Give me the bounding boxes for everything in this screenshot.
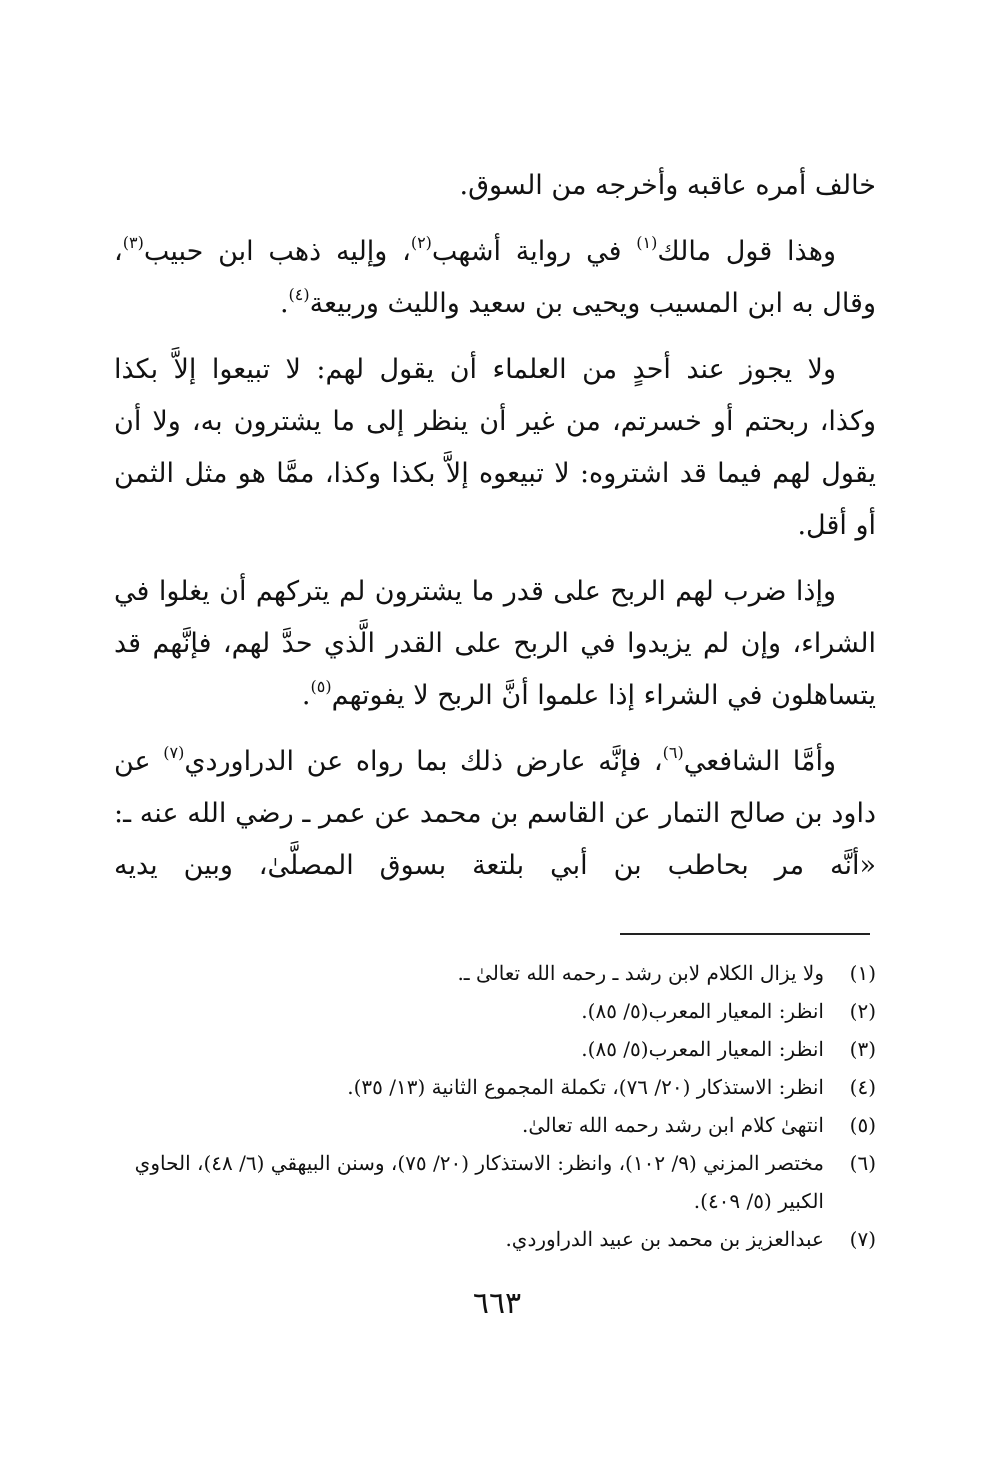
footnote-3 — [106, 1030, 876, 1068]
text-segment: في رواية أشهب — [431, 236, 637, 267]
footnote-text: انظر: الاستذكار (٢٠/ ٧٦)، تكملة المجموع الثانية (١٣/ ٣٥). — [347, 1075, 824, 1099]
text-line: داود بن صالح التمار عن القاسم بن محمد عن عمر ـ رضي الله عنه ـ: — [114, 798, 876, 829]
footnote-ref: (٦) — [662, 743, 684, 762]
paragraph-2 — [114, 226, 876, 330]
footnotes — [106, 954, 876, 1258]
paragraph-1 — [114, 160, 876, 212]
text-segment: ، — [114, 236, 123, 267]
footnote-number: (٤) — [849, 1075, 876, 1099]
footnote-text: انظر: المعيار المعرب(٥/ ٨٥). — [581, 999, 824, 1023]
page-number: ٦٦٣ — [472, 1286, 522, 1321]
footnote-ref: (٣) — [122, 233, 144, 252]
text-line: وإذا ضرب لهم الربح على قدر ما يشترون لم يتركهم أن يغلوا في — [114, 576, 836, 607]
text-segment: ، وإليه ذهب ابن حبيب — [143, 236, 411, 267]
footnote-number: (٥) — [849, 1113, 876, 1137]
text-line — [114, 670, 876, 722]
footnote-text: مختصر المزني (٩/ ١٠٢)، وانظر: الاستذكار (٢٠/ ٧٥)، وسنن البيهقي (٦/ ٤٨)، الحاوي الكبير (٥/ ٤٠٩). — [134, 1151, 824, 1213]
footnote-number: (٧) — [849, 1227, 876, 1251]
footnote-ref: (٧) — [163, 743, 185, 762]
text-line: يقول لهم فيما قد اشتروه: لا تبيعوه إلاَّ بكذا وكذا، ممَّا هو مثل الثمن — [114, 458, 876, 489]
footnote-ref: (٥) — [310, 677, 332, 696]
text-segment: ، فإنَّه عارض ذلك بما رواه عن الدراوردي — [184, 746, 663, 777]
text-line — [114, 278, 876, 330]
text-segment: وهذا قول مالك — [657, 236, 836, 267]
footnote-2 — [106, 992, 876, 1030]
footnote-number: (٣) — [849, 1037, 876, 1061]
footnote-ref: (٤) — [288, 285, 310, 304]
paragraph-3 — [114, 344, 876, 552]
main-text — [114, 160, 876, 906]
text-line: الشراء، وإن لم يزيدوا في الربح على القدر الَّذي حدَّ لهم، فإنَّهم قد — [114, 628, 876, 659]
text-line — [114, 226, 876, 278]
text-segment: يتساهلون في الشراء إذا علموا أنَّ الربح لا يفوتهم — [331, 680, 876, 711]
footnote-5 — [106, 1106, 876, 1144]
text-line: وكذا، ربحتم أو خسرتم، من غير أن ينظر إلى ما يشترون به، ولا أن — [114, 406, 876, 437]
footnote-ref: (١) — [636, 233, 658, 252]
footnote-text: انتهىٰ كلام ابن رشد رحمه الله تعالىٰ. — [521, 1113, 824, 1137]
text-line — [114, 736, 876, 788]
footnote-separator — [620, 933, 870, 935]
footnote-1 — [106, 954, 876, 992]
text-line: أو أقل. — [797, 510, 876, 541]
text-line: خالف أمره عاقبه وأخرجه من السوق. — [459, 170, 876, 201]
text-line: «أنَّه مر بحاطب بن أبي بلتعة بسوق المصلَّىٰ، وبين يديه — [114, 850, 876, 881]
footnote-number: (٢) — [849, 999, 876, 1023]
footnote-6 — [106, 1144, 876, 1220]
text-segment: . — [279, 288, 289, 319]
footnote-ref: (٢) — [410, 233, 432, 252]
text-segment: وقال به ابن المسيب ويحيى بن سعيد والليث وربيعة — [309, 288, 876, 319]
footnote-7 — [106, 1220, 876, 1258]
footnote-text: انظر: المعيار المعرب(٥/ ٨٥). — [581, 1037, 824, 1061]
footnote-4 — [106, 1068, 876, 1106]
paragraph-5 — [114, 736, 876, 892]
footnote-number: (٦) — [849, 1151, 876, 1175]
footnote-text: ولا يزال الكلام لابن رشد ـ رحمه الله تعالىٰ ـ. — [457, 961, 824, 985]
text-line: ولا يجوز عند أحدٍ من العلماء أن يقول لهم: لا تبيعوا إلاَّ بكذا — [114, 354, 836, 385]
text-segment: وأمَّا الشافعي — [683, 746, 836, 777]
paragraph-4 — [114, 566, 876, 722]
footnote-number: (١) — [849, 961, 876, 985]
footnote-text: عبدالعزيز بن محمد بن عبيد الدراوردي. — [505, 1227, 824, 1251]
text-segment: عن — [114, 746, 164, 777]
text-segment: . — [301, 680, 311, 711]
